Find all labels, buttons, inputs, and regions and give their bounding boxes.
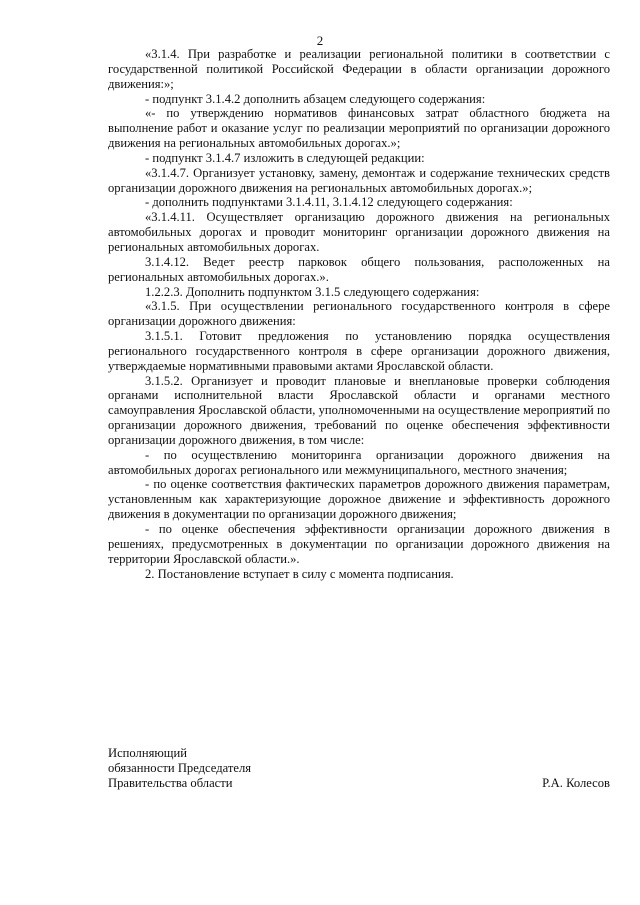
paragraph-8: 3.1.4.12. Ведет реестр парковок общего пользования, расположенных на региональных автомобильных дорогах.». xyxy=(108,254,610,284)
signature-title-line-1: Исполняющий xyxy=(108,746,187,760)
paragraph-14: - по оценке соответствия фактических параметров дорожного движения параметрам, установленным как характеризующие дорожное движение и эффективность дорожного движения в документации по организации дорожного движения; xyxy=(108,477,610,522)
document-body xyxy=(108,47,610,581)
signature-block xyxy=(108,746,610,791)
signature-title-line-2: обязанности Председателя xyxy=(108,760,252,775)
paragraph-1: «3.1.4. При разработке и реализации региональной политики в соответствии с государственной политикой Российской Федерации в области организации дорожного движения:»; xyxy=(108,47,610,91)
paragraph-12: 3.1.5.2. Организует и проводит плановые и внеплановые проверки соблюдения органами исполнительной власти Ярославской области и органами местного самоуправления Ярославской области, уполномоченными на осуществление мероприятий по организации дорожного движения, требований по оценке обеспечения эффективности организации дорожного движения, в том числе: xyxy=(108,373,610,447)
paragraph-5: «3.1.4.7. Организует установку, замену, демонтаж и содержание технических средств организации дорожного движения на региональных автомобильных дорогах.»; xyxy=(108,165,610,195)
signature-row xyxy=(108,776,610,791)
signature-title-line-3: Правительства области xyxy=(108,775,233,790)
paragraph-4: - подпункт 3.1.4.7 изложить в следующей редакции: xyxy=(145,150,425,165)
paragraph-13: - по осуществлению мониторинга организации дорожного движения на автомобильных дорогах регионального или межмуниципального, местного значения; xyxy=(108,447,610,477)
page-number: 2 xyxy=(316,33,324,48)
paragraph-11: 3.1.5.1. Готовит предложения по установлению порядка осуществления регионального государственного контроля в сфере организации дорожного движения, утверждаемые нормативными правовыми актами Ярославской области. xyxy=(108,329,610,373)
paragraph-6: - дополнить подпунктами 3.1.4.11, 3.1.4.12 следующего содержания: xyxy=(145,195,513,210)
paragraph-3: «- по утверждению нормативов финансовых затрат областного бюджета на выполнение работ и оказание услуг по реализации мероприятий по организации дорожного движения на региональных автомобильных дорогах.»; xyxy=(108,106,610,151)
paragraph-16: 2. Постановление вступает в силу с момента подписания. xyxy=(145,566,454,581)
paragraph-9: 1.2.2.3. Дополнить подпунктом 3.1.5 следующего содержания: xyxy=(145,284,480,299)
paragraph-15: - по оценке обеспечения эффективности организации дорожного движения в решениях, предусмотренных в документации по организации дорожного движения на территории Ярославской области.». xyxy=(108,522,610,566)
paragraph-2: - подпункт 3.1.4.2 дополнить абзацем следующего содержания: xyxy=(145,91,486,106)
signatory-name: Р.А. Колесов xyxy=(542,775,610,790)
paragraph-7: «3.1.4.11. Осуществляет организацию дорожного движения на региональных автомобильных дорогах и проводит мониторинг организации дорожного движения на региональных автомобильных дорогах. xyxy=(108,210,610,254)
paragraph-10: «3.1.5. При осуществлении регионального государственного контроля в сфере организации дорожного движения: xyxy=(108,299,610,329)
